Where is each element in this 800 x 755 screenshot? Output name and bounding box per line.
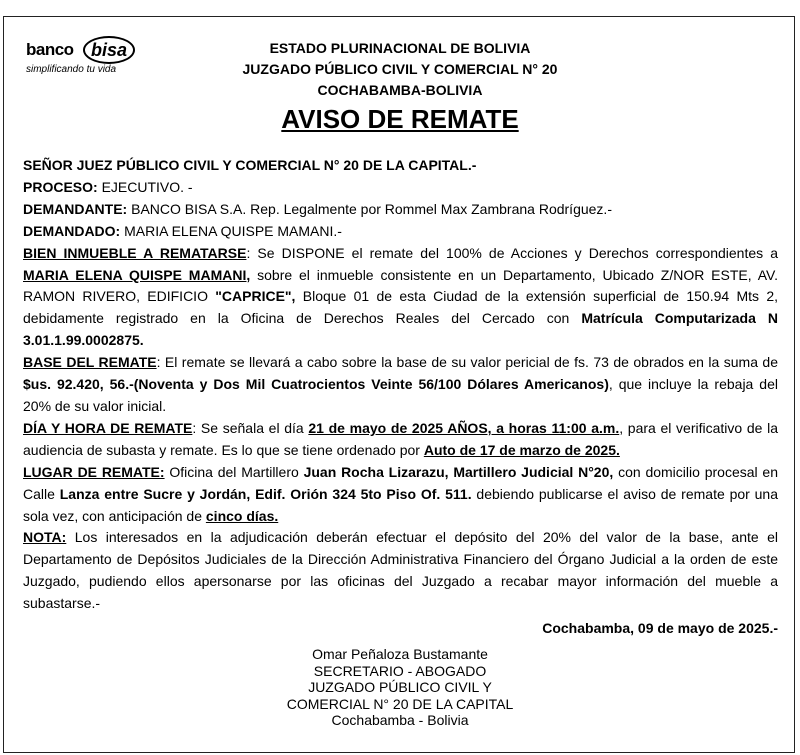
nota-text: Los interesados en la adjudicación deberán efectuar el depósito del 20% del valor de la base, ante el Departamento de Depósitos Judiciales de la Dirección Administrativa Financiero del Órgano Judicial a la orden de este Juzgado, pudiendo ellos apersonarse por las oficinas del Juzgado a recabar mayor información del mueble a subastarse.-	[23, 529, 778, 612]
bien-edificio: "CAPRICE",	[215, 288, 296, 305]
header	[0, 38, 800, 101]
header-line-3: COCHABAMBA-BOLIVIA	[317, 82, 483, 98]
bien-paragraph	[23, 243, 778, 353]
page-title: AVISO DE REMATE	[281, 104, 519, 134]
dia-paragraph	[23, 418, 778, 462]
page-title-wrap	[0, 104, 800, 135]
bien-text-2: sobre el inmueble consistente en un Departamento, Ubicado Z/NOR ESTE, AV. RAMON RIVERO, EDIFICIO	[23, 266, 778, 305]
signature-name: Omar Peñaloza Bustamante	[312, 646, 488, 662]
base-text-1: : El remate se llevará a cabo sobre la base de su valor pericial de fs. 73 de obrados en la suma de	[156, 354, 778, 371]
demandante-value: BANCO BISA S.A. Rep. Legalmente por Rommel Max Zambrana Rodríguez.-	[127, 200, 612, 217]
demandante-label: DEMANDANTE:	[23, 200, 128, 217]
signature-city: Cochabamba - Bolivia	[331, 712, 469, 728]
dia-text-2: , para el verificativo de la audiencia de subasta y remate. Es lo que se tiene ordenado por	[23, 419, 779, 458]
signature-block	[0, 646, 800, 729]
dia-date: 21 de mayo de 2025 AÑOS, a horas 11:00 a.m.	[308, 419, 620, 436]
bien-owner-name: MARIA ELENA QUISPE MAMANI,	[23, 266, 251, 283]
header-line-2: JUZGADO PÚBLICO CIVIL Y COMERCIAL N° 20	[242, 61, 558, 77]
logo-banco-text: banco	[26, 40, 74, 59]
bien-label: BIEN INMUEBLE A REMATARSE	[23, 244, 247, 261]
notice-body	[23, 155, 778, 615]
addressee-text: SEÑOR JUEZ PÚBLICO CIVIL Y COMERCIAL N° 20 DE LA CAPITAL.-	[23, 157, 477, 173]
dia-auto: Auto de 17 de marzo de 2025.	[423, 441, 620, 458]
demandado-value: MARIA ELENA QUISPE MAMANI.-	[120, 222, 342, 239]
addressee	[23, 155, 778, 177]
lugar-martillero: Juan Rocha Lizarazu, Martillero Judicial N°20,	[303, 463, 614, 480]
dia-text-1: : Se señala el día	[192, 419, 309, 436]
logo-tagline: simplificando tu vida	[26, 64, 117, 75]
signature-court-2: COMERCIAL N° 20 DE LA CAPITAL	[286, 695, 514, 712]
lugar-paragraph	[23, 462, 778, 528]
proceso-line	[23, 177, 778, 199]
lugar-text-1: Oficina del Martillero	[164, 463, 304, 480]
nota-paragraph	[23, 527, 778, 615]
base-paragraph	[23, 352, 778, 418]
proceso-value: EJECUTIVO. -	[97, 178, 193, 195]
demandado-line	[23, 221, 778, 243]
proceso-label: PROCESO:	[23, 178, 98, 195]
lugar-address: Lanza entre Sucre y Jordán, Edif. Orión 324 5to Piso Of. 511.	[59, 485, 472, 502]
base-text-2: , que incluye la rebaja del 20% de su valor inicial.	[23, 376, 778, 414]
lugar-days: cinco días.	[205, 507, 279, 524]
header-line-1: ESTADO PLURINACIONAL DE BOLIVIA	[269, 40, 531, 56]
date-line: Cochabamba, 09 de mayo de 2025.-	[542, 620, 778, 636]
signature-role: SECRETARIO - ABOGADO	[313, 662, 487, 679]
lugar-label: LUGAR DE REMATE:	[23, 463, 165, 480]
bien-text-3: Bloque 01 de esta Ciudad de la extensión superficial de 150.94 Mts 2, debidamente registrado en la Oficina de Derechos Reales del Cercado con	[23, 288, 778, 327]
base-label: BASE DEL REMATE	[23, 354, 157, 371]
dia-label: DÍA Y HORA DE REMATE	[23, 419, 193, 436]
logo-bisa-oval: bisa	[83, 36, 135, 64]
bien-text-1: : Se DISPONE el remate del 100% de Acciones y Derechos correspondientes a	[246, 244, 778, 261]
base-amount: $us. 92.420, 56.-(Noventa y Dos Mil Cuatrocientos Veinte 56/100 Dólares Americanos)	[23, 376, 609, 393]
bien-matricula: Matrícula Computarizada N 3.01.1.99.0002875.	[23, 310, 778, 349]
demandado-label: DEMANDADO:	[23, 222, 121, 239]
signature-court-1: JUZGADO PÚBLICO CIVIL Y	[308, 679, 492, 695]
nota-label: NOTA:	[23, 529, 67, 546]
demandante-line	[23, 199, 778, 221]
lugar-text-2: con domicilio procesal en Calle	[23, 463, 779, 502]
lugar-text-3: debiendo publicarse el aviso de remate por una sola vez, con anticipación de	[23, 485, 778, 524]
